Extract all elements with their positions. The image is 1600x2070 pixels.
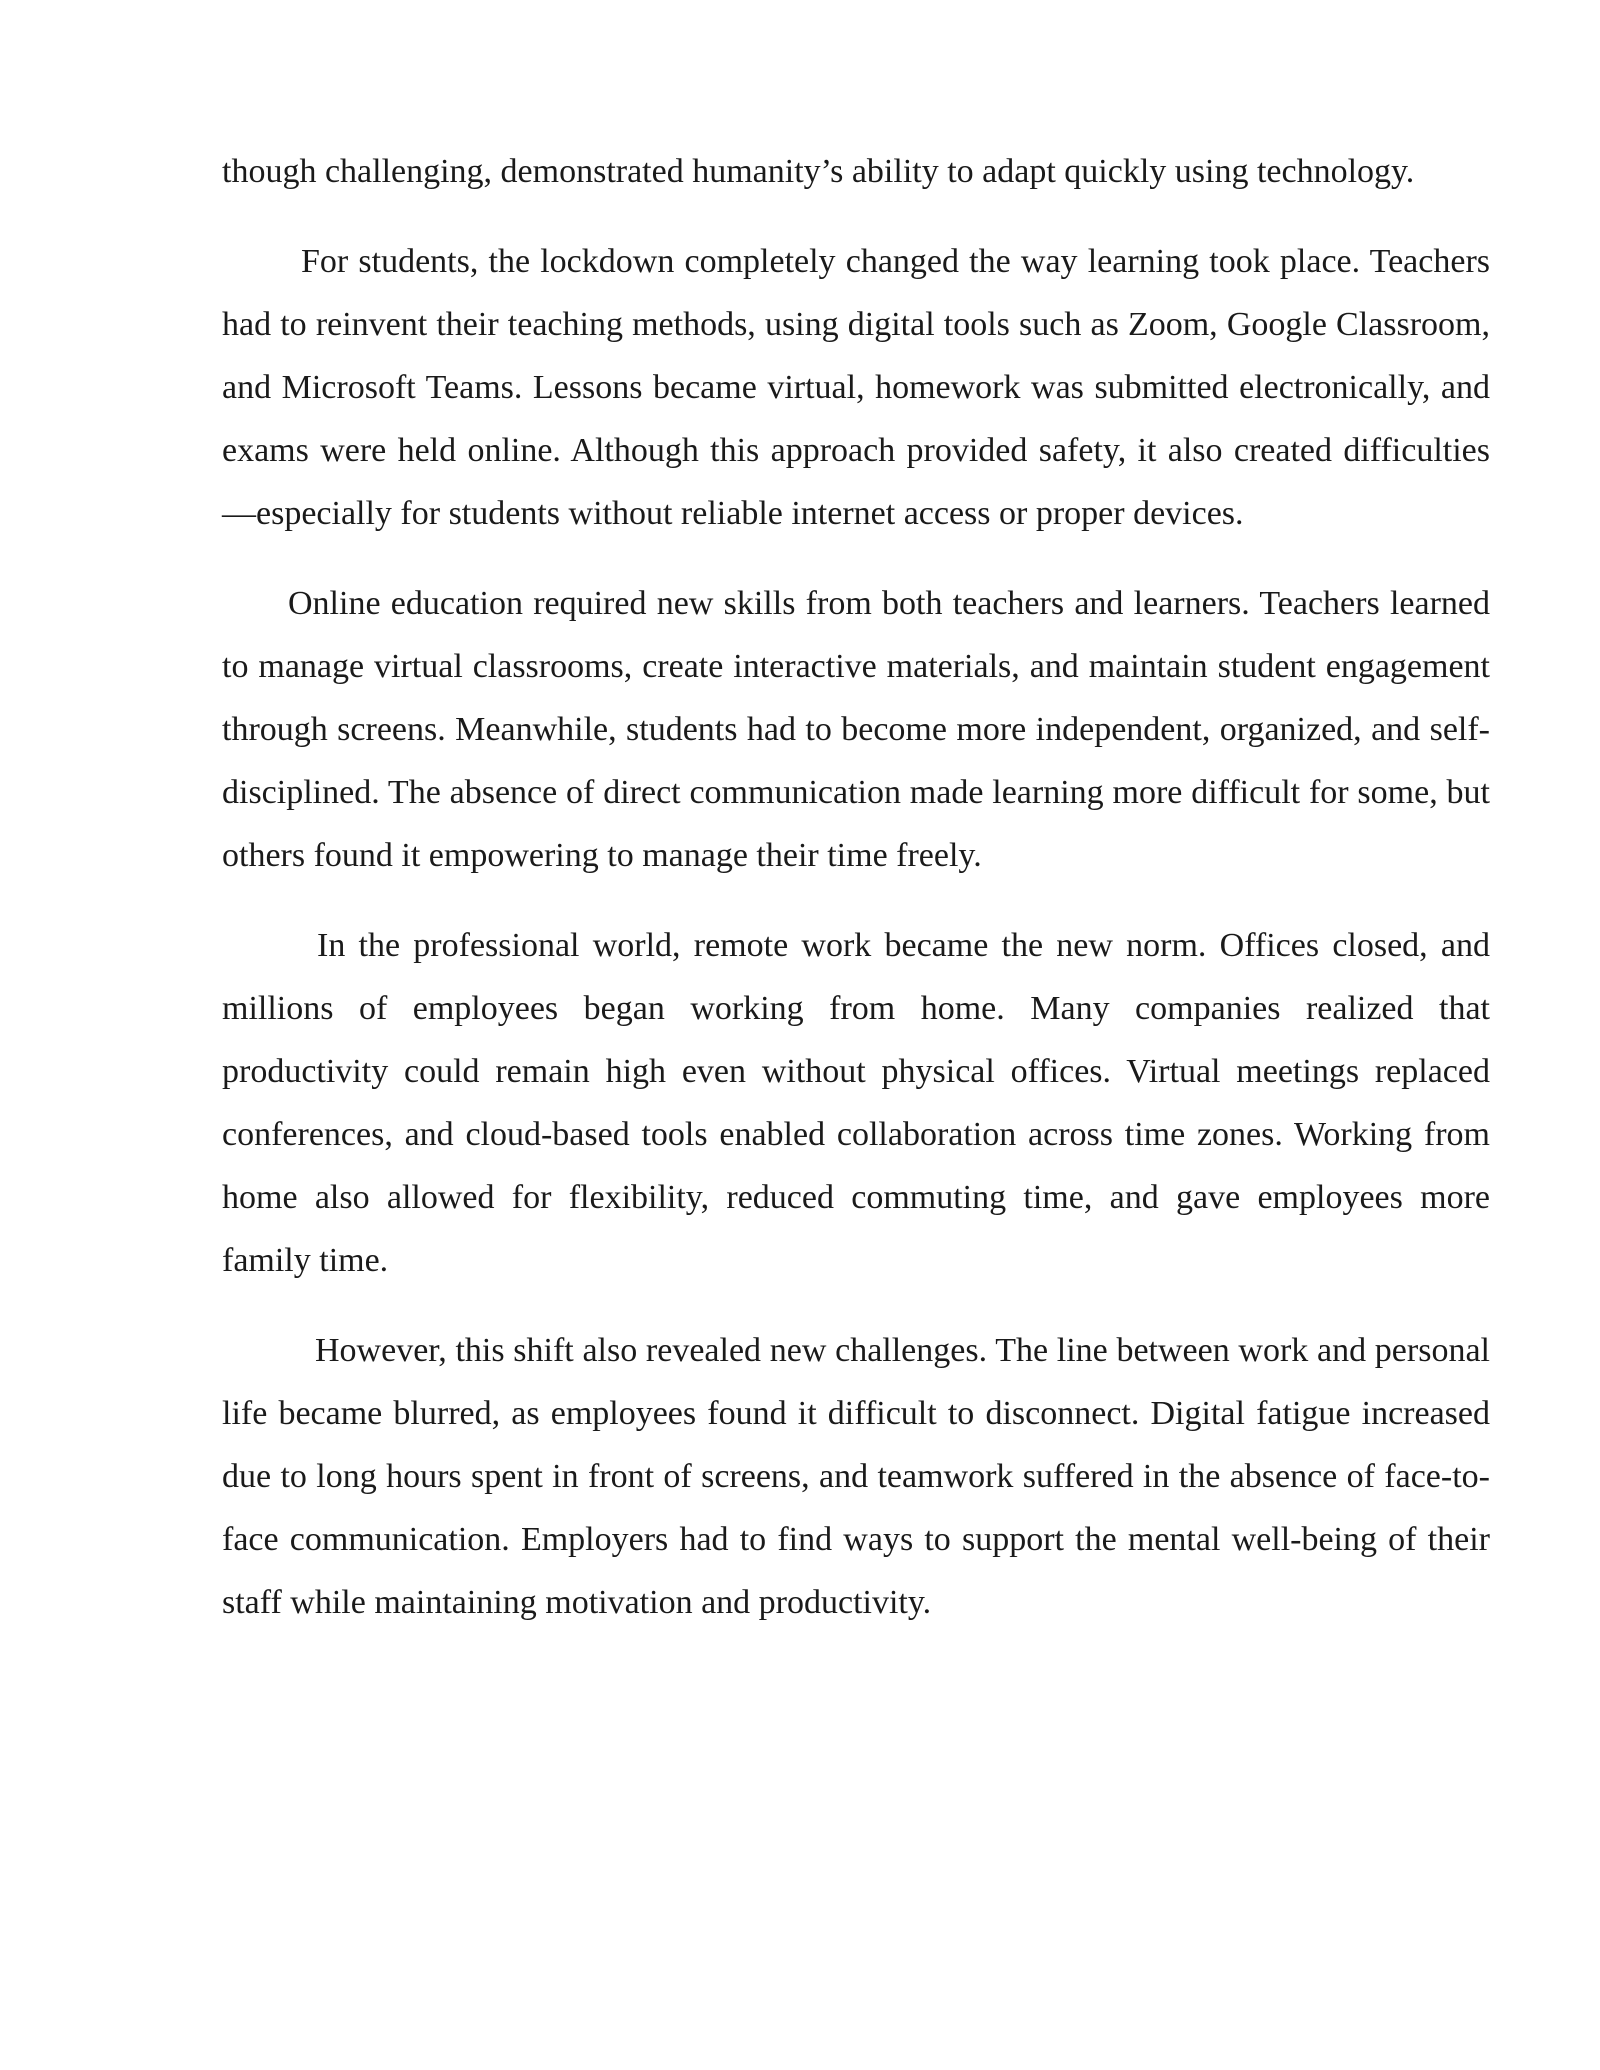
paragraph-1: though challenging, demonstrated humanity’s ability to adapt quickly using technology. (222, 153, 1415, 190)
paragraph-4: In the professional world, remote work became the new norm. Offices closed, and millions of employees began working from home. Many companies realized that productivity could remain high even without physical offices. Virtual meetings replaced conferences, and cloud-based tools enabled collaboration across time zones. Working from home also allowed for flexibility, reduced commuting time, and gave employees more family time. (222, 927, 1490, 1279)
document-body (222, 140, 1490, 1661)
paragraph-3: Online education required new skills from both teachers and learners. Teachers learned to manage virtual classrooms, create interactive materials, and maintain student engagement through screens. Meanwhile, students had to become more independent, organized, and self-disciplined. The absence of direct communication made learning more difficult for some, but others found it empowering to manage their time freely. (222, 585, 1490, 874)
paragraph-5: However, this shift also revealed new challenges. The line between work and personal life became blurred, as employees found it difficult to disconnect. Digital fatigue increased due to long hours spent in front of screens, and teamwork suffered in the absence of face-to-face communication. Employers had to find ways to support the mental well-being of their staff while maintaining motivation and productivity. (222, 1332, 1490, 1621)
paragraph-2: For students, the lockdown completely changed the way learning took place. Teachers had to reinvent their teaching methods, using digital tools such as Zoom, Google Classroom, and Microsoft Teams. Lessons became virtual, homework was submitted electronically, and exams were held online. Although this approach provided safety, it also created difficulties—especially for students without reliable internet access or proper devices. (222, 243, 1490, 532)
